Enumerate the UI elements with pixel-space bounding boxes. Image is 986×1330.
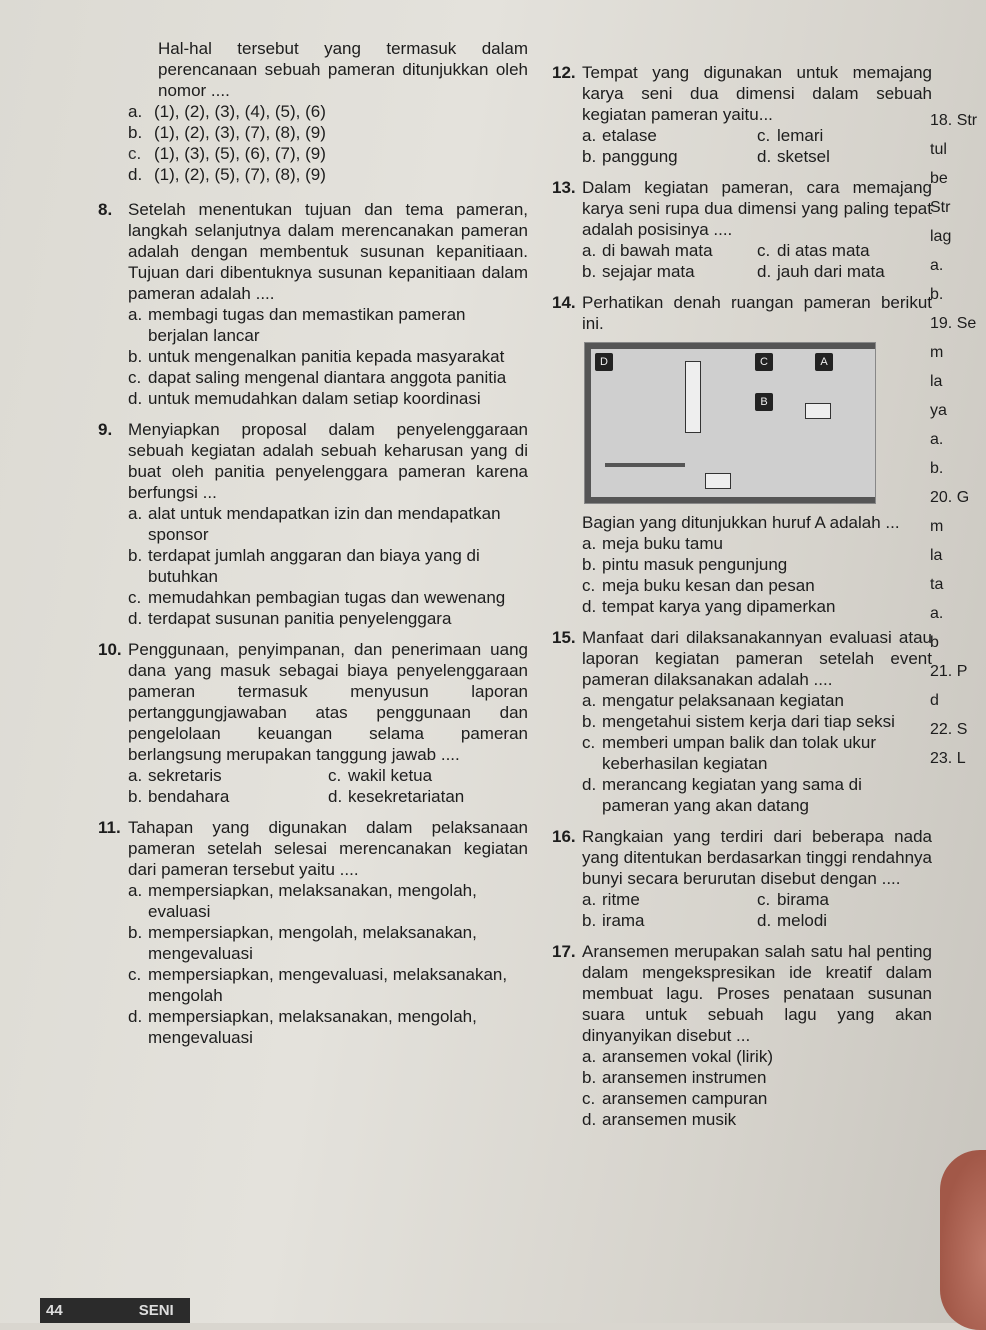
question-17: 17. Aransemen merupakan salah satu hal penting dalam mengekspresikan ide kreatif dalam membuat lagu. Proses penataan susunan suara untuk sebuah lagu yang akan dinyanyikan disebut ... a. aransemen vokal (lirik) b. aransemen instrumen c. aransemen campuran d. aransemen musik bbox=[552, 942, 932, 1129]
fragment: tul bbox=[930, 141, 947, 158]
option-a[interactable]: a. aransemen vokal (lirik) bbox=[582, 1047, 773, 1066]
fragment: 21. P bbox=[930, 663, 968, 680]
option-b[interactable]: b. pintu masuk pengunjung bbox=[582, 555, 788, 574]
fragment: la bbox=[930, 373, 943, 390]
option-d[interactable]: d. kesekretariatan bbox=[328, 787, 465, 806]
fragment: a. bbox=[930, 605, 944, 622]
option-d[interactable]: d. merancang kegiatan yang sama di pameran yang akan datang bbox=[582, 775, 862, 815]
option-d[interactable]: d. jauh dari mata bbox=[757, 262, 885, 281]
question-13: 13. Dalam kegiatan pameran, cara memajang karya seni rupa dua dimensi yang paling tepat adalah posisinya .... a. di bawah mata c. di atas mata b. sejajar mata d. jauh dari mata bbox=[552, 178, 932, 281]
fragment: 23. L bbox=[930, 750, 966, 767]
option-d[interactable]: d. mempersiapkan, melaksanakan, mengolah, mengevaluasi bbox=[128, 1007, 477, 1047]
option-a[interactable]: a. (1), (2), (3), (4), (5), (6) bbox=[128, 102, 326, 121]
option-b[interactable]: b. sejajar mata bbox=[582, 262, 695, 281]
option-d[interactable]: d. tempat karya yang dipamerkan bbox=[582, 597, 836, 616]
question-16: 16. Rangkaian yang terdiri dari beberapa nada yang ditentukan berdasarkan tinggi rendahnya bunyi secara berurutan disebut dengan .... a. ritme c. birama b. irama d. melodi bbox=[552, 827, 932, 930]
option-a[interactable]: a. ritme bbox=[582, 890, 640, 909]
left-wall bbox=[585, 343, 591, 503]
fragment: 22. S bbox=[930, 721, 968, 738]
option-a[interactable]: a. alat untuk mendapatkan izin dan mendapatkan sponsor bbox=[128, 504, 501, 544]
fragment: lag bbox=[930, 228, 952, 245]
middle-column bbox=[552, 62, 932, 1140]
top-wall bbox=[585, 343, 875, 349]
fragment: a. bbox=[930, 431, 944, 448]
question-8: 8. Setelah menentukan tujuan dan tema pameran, langkah selanjutnya dalam merencanakan pameran adalah dengan membentuk susunan kepanitiaan. Tujuan dari dibentuknya susunan kepanitiaan dalam pameran adalah .... a. membagi tugas dan memastikan pameran berjalan lancar b. untuk mengenalkan panitia kepada masyarakat c. dapat saling mengenal diantara anggota panitia d. untuk memudahkan dalam setiap koordinasi bbox=[98, 200, 528, 408]
option-a[interactable]: a. mempersiapkan, melaksanakan, mengolah, evaluasi bbox=[128, 881, 477, 921]
display-box bbox=[805, 403, 831, 419]
option-d[interactable]: d. sketsel bbox=[757, 147, 830, 166]
option-b[interactable]: b. mempersiapkan, mengolah, melaksanakan, mengevaluasi bbox=[128, 923, 477, 963]
option-d[interactable]: d. aransemen musik bbox=[582, 1110, 737, 1129]
page-footer bbox=[40, 1298, 190, 1323]
option-c[interactable]: c. birama bbox=[757, 890, 829, 909]
intro-options bbox=[128, 101, 528, 185]
option-a[interactable]: a. meja buku tamu bbox=[582, 534, 723, 553]
fragment: la bbox=[930, 547, 943, 564]
page-number: 44 bbox=[46, 1302, 63, 1319]
option-c[interactable]: c. wakil ketua bbox=[328, 766, 433, 785]
fragment: b. bbox=[930, 286, 944, 303]
question-11: 11. Tahapan yang digunakan dalam pelaksanaan pameran setelah selesai merencanakan kegiatan dari pameran tersebut yaitu .... a. mempersiapkan, melaksanakan, mengolah, evaluasi b. mempersiapkan, mengolah, melaksanakan, mengevaluasi c. mempersiapkan, mengevaluasi, melaksanakan, mengolah d. mempersiapkan, melaksanakan, mengolah, mengevaluasi bbox=[98, 818, 528, 1047]
label-a: A bbox=[815, 353, 833, 371]
intro-text: Hal-hal tersebut yang termasuk dalam perencanaan sebuah pameran ditunjukkan oleh nomor .... bbox=[158, 39, 528, 100]
option-b[interactable]: b. bendahara bbox=[128, 787, 230, 806]
option-a[interactable]: a. sekretaris bbox=[128, 766, 222, 785]
option-b[interactable]: b. panggung bbox=[582, 147, 678, 166]
option-a[interactable]: a. etalase bbox=[582, 126, 657, 145]
label-d: D bbox=[595, 353, 613, 371]
question-10: 10. Penggunaan, penyimpanan, dan penerimaan uang dana yang masuk sebagai biaya penyelenggaraan pameran termasuk menyusun laporan pertanggungjawaban atas penggunaan dan pengelolaan keuangan selama pameran berlangsung merupakan tanggung jawab .... a. sekretaris c. wakil ketua b. bendahara d. kesekretariatan bbox=[98, 640, 528, 806]
display-box bbox=[705, 473, 731, 489]
option-d[interactable]: d. terdapat susunan panitia penyelenggara bbox=[128, 609, 452, 628]
option-b[interactable]: b. untuk mengenalkan panitia kepada masyarakat bbox=[128, 347, 505, 366]
option-d[interactable]: d. untuk memudahkan dalam setiap koordinasi bbox=[128, 389, 481, 408]
option-b[interactable]: b. irama bbox=[582, 911, 645, 930]
option-d[interactable]: d. melodi bbox=[757, 911, 828, 930]
fragment: m bbox=[930, 518, 944, 535]
option-b[interactable]: b. mengetahui sistem kerja dari tiap seksi bbox=[582, 712, 895, 731]
fragment: be bbox=[930, 170, 948, 187]
question-14: 14. Perhatikan denah ruangan pameran berikut ini. D C A B Bagian yang ditunjukkan huruf A adalah ... a. meja buku tamu b. pintu masuk pengunjung c. meja buku kesan dan pesan d. tempat karya yang dipamerkan bbox=[552, 293, 932, 616]
floor-plan-figure bbox=[584, 342, 876, 504]
fragment: b. bbox=[930, 460, 944, 477]
table-line bbox=[605, 463, 685, 467]
fragment: ya bbox=[930, 402, 947, 419]
option-b[interactable]: b. aransemen instrumen bbox=[582, 1068, 767, 1087]
fragment: b bbox=[930, 634, 939, 651]
option-c[interactable]: c. memudahkan pembagian tugas dan wewenang bbox=[128, 588, 506, 607]
option-c[interactable]: c. (1), (3), (5), (6), (7), (9) bbox=[128, 144, 326, 163]
option-c[interactable]: c. dapat saling mengenal diantara anggota panitia bbox=[128, 368, 507, 387]
option-c[interactable]: c. di atas mata bbox=[757, 241, 870, 260]
option-c[interactable]: c. memberi umpan balik dan tolak ukur keberhasilan kegiatan bbox=[582, 733, 877, 773]
bottom-wall bbox=[585, 497, 875, 503]
question-12: 12. Tempat yang digunakan untuk memajang karya seni dua dimensi dalam sebuah kegiatan pameran yaitu... a. etalase c. lemari b. panggung d. sketsel bbox=[552, 63, 932, 166]
label-c: C bbox=[755, 353, 773, 371]
option-a[interactable]: a. mengatur pelaksanaan kegiatan bbox=[582, 691, 844, 710]
option-c[interactable]: c. meja buku kesan dan pesan bbox=[582, 576, 815, 595]
fragment: 20. G bbox=[930, 489, 970, 506]
option-d[interactable]: d. (1), (2), (5), (7), (8), (9) bbox=[128, 165, 326, 184]
standing-panel bbox=[685, 361, 701, 433]
fragment: d bbox=[930, 692, 939, 709]
question-9: 9. Menyiapkan proposal dalam penyelenggaraan sebuah kegiatan adalah sebuah keharusan yang di buat oleh panitia penyelenggara pameran karena berfungsi ... a. alat untuk mendapatkan izin dan mendapatkan sponsor b. terdapat jumlah anggaran dan biaya yang di butuhkan c. memudahkan pembagian tugas dan wewenang d. terdapat susunan panitia penyelenggara bbox=[98, 420, 528, 628]
option-c[interactable]: c. aransemen campuran bbox=[582, 1089, 768, 1108]
fragment: 18. Str bbox=[930, 112, 978, 129]
right-column-cutoff bbox=[930, 110, 986, 777]
question-14-prompt: Bagian yang ditunjukkan huruf A adalah ... bbox=[582, 513, 900, 532]
option-c[interactable]: c. mempersiapkan, mengevaluasi, melaksanakan, mengolah bbox=[128, 965, 508, 1005]
question-7-continued bbox=[98, 38, 528, 185]
fragment: ta bbox=[930, 576, 944, 593]
option-a[interactable]: a. membagi tugas dan memastikan pameran berjalan lancar bbox=[128, 305, 466, 345]
question-15: 15. Manfaat dari dilaksanakannyan evaluasi atau laporan kegiatan pameran setelah event pameran dilaksanakan adalah .... a. mengatur pelaksanaan kegiatan b. mengetahui sistem kerja dari tiap seksi c. memberi umpan balik dan tolak ukur keberhasilan kegiatan d. merancang kegiatan yang sama di pameran yang akan datang bbox=[552, 628, 932, 815]
option-c[interactable]: c. lemari bbox=[757, 126, 824, 145]
left-column bbox=[98, 38, 528, 1058]
option-b[interactable]: b. terdapat jumlah anggaran dan biaya yang di butuhkan bbox=[128, 546, 480, 586]
fragment: m bbox=[930, 344, 944, 361]
fragment: a. bbox=[930, 257, 944, 274]
fragment: 19. Se bbox=[930, 315, 977, 332]
fragment: Str bbox=[930, 199, 951, 216]
thumb-photo-artifact bbox=[940, 1150, 986, 1330]
subject-label: SENI bbox=[138, 1302, 174, 1319]
label-b: B bbox=[755, 393, 773, 411]
option-a[interactable]: a. di bawah mata bbox=[582, 241, 713, 260]
option-b[interactable]: b. (1), (2), (3), (7), (8), (9) bbox=[128, 123, 326, 142]
